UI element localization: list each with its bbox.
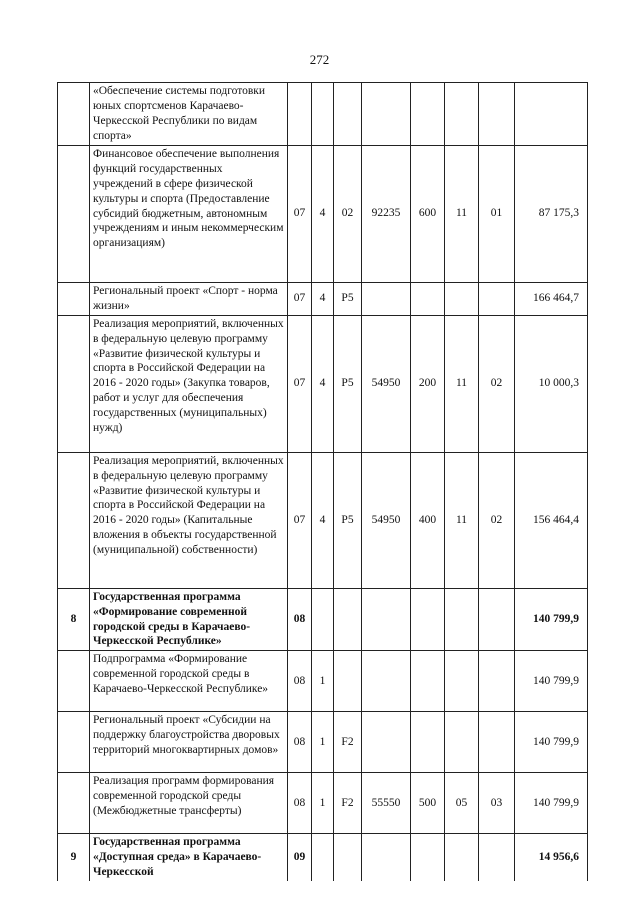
code-subsection bbox=[479, 651, 515, 712]
code-expense-type: 200 bbox=[411, 315, 445, 452]
row-name: Государственная программа «Формирование современной городской среды в Карачаево-Черкесской Республике» bbox=[90, 588, 288, 651]
code-direction bbox=[362, 834, 411, 881]
row-name: Реализация программ формирования современной городской среды (Межбюджетные трансферты) bbox=[90, 773, 288, 834]
table-row bbox=[58, 588, 588, 651]
page-number: 272 bbox=[309, 52, 330, 67]
code-expense-type bbox=[411, 712, 445, 773]
row-number bbox=[58, 452, 90, 588]
row-amount: 10 000,3 bbox=[515, 315, 588, 452]
code-direction: 55550 bbox=[362, 773, 411, 834]
row-number: 9 bbox=[58, 834, 90, 881]
code-event: 02 bbox=[334, 145, 362, 282]
code-subsection: 03 bbox=[479, 773, 515, 834]
row-amount: 14 956,6 bbox=[515, 834, 588, 881]
code-event: P5 bbox=[334, 315, 362, 452]
code-event bbox=[334, 83, 362, 146]
row-amount: 140 799,9 bbox=[515, 651, 588, 712]
code-direction bbox=[362, 282, 411, 315]
code-event: P5 bbox=[334, 282, 362, 315]
code-subsection bbox=[479, 83, 515, 146]
row-name: Региональный проект «Субсидии на поддержку благоустройства дворовых территорий многоквартирных домов» bbox=[90, 712, 288, 773]
row-number: 8 bbox=[58, 588, 90, 651]
row-number bbox=[58, 651, 90, 712]
code-expense-type: 500 bbox=[411, 773, 445, 834]
code-event bbox=[334, 651, 362, 712]
code-subprogram bbox=[312, 588, 334, 651]
code-subprogram: 4 bbox=[312, 315, 334, 452]
row-amount: 87 175,3 bbox=[515, 145, 588, 282]
row-number bbox=[58, 315, 90, 452]
code-program: 07 bbox=[288, 452, 312, 588]
code-section bbox=[445, 834, 479, 881]
code-event bbox=[334, 588, 362, 651]
table-row bbox=[58, 452, 588, 588]
code-subsection bbox=[479, 834, 515, 881]
row-name: Региональный проект «Спорт - норма жизни» bbox=[90, 282, 288, 315]
code-program: 08 bbox=[288, 651, 312, 712]
row-name: «Обеспечение системы подготовки юных спортсменов Карачаево-Черкесской Республики по видам спорта» bbox=[90, 83, 288, 146]
table-row bbox=[58, 651, 588, 712]
code-subsection: 02 bbox=[479, 452, 515, 588]
code-subprogram bbox=[312, 834, 334, 881]
table-row bbox=[58, 315, 588, 452]
code-program: 08 bbox=[288, 773, 312, 834]
table-row bbox=[58, 712, 588, 773]
code-direction bbox=[362, 83, 411, 146]
code-event: F2 bbox=[334, 773, 362, 834]
table-row bbox=[58, 145, 588, 282]
code-subsection: 02 bbox=[479, 315, 515, 452]
row-amount: 140 799,9 bbox=[515, 712, 588, 773]
code-direction: 54950 bbox=[362, 315, 411, 452]
code-program: 08 bbox=[288, 588, 312, 651]
row-amount bbox=[515, 83, 588, 146]
row-amount: 140 799,9 bbox=[515, 588, 588, 651]
code-subsection: 01 bbox=[479, 145, 515, 282]
code-section bbox=[445, 282, 479, 315]
code-program: 07 bbox=[288, 145, 312, 282]
code-direction bbox=[362, 588, 411, 651]
code-section bbox=[445, 651, 479, 712]
code-expense-type: 600 bbox=[411, 145, 445, 282]
code-direction: 54950 bbox=[362, 452, 411, 588]
row-amount: 140 799,9 bbox=[515, 773, 588, 834]
row-name: Подпрограмма «Формирование современной городской среды в Карачаево-Черкесской Республике» bbox=[90, 651, 288, 712]
row-name: Реализация мероприятий, включенных в федеральную целевую программу «Развитие физической культуры и спорта в Российской Федерации на 2016 - 2020 годы» (Капитальные вложения в объекты государственной (муниципальной) собственности) bbox=[90, 452, 288, 588]
code-direction: 92235 bbox=[362, 145, 411, 282]
table-row bbox=[58, 83, 588, 146]
code-section: 11 bbox=[445, 452, 479, 588]
code-expense-type: 400 bbox=[411, 452, 445, 588]
code-subprogram bbox=[312, 83, 334, 146]
code-subprogram: 4 bbox=[312, 145, 334, 282]
row-name: Реализация мероприятий, включенных в федеральную целевую программу «Развитие физической культуры и спорта в Российской Федерации на 2016 - 2020 годы» (Закупка товаров, работ и услуг для обеспечения государственных (муниципальных) нужд) bbox=[90, 315, 288, 452]
code-expense-type bbox=[411, 282, 445, 315]
code-program: 09 bbox=[288, 834, 312, 881]
code-subsection bbox=[479, 712, 515, 773]
table-row bbox=[58, 773, 588, 834]
code-subprogram: 4 bbox=[312, 452, 334, 588]
table-row bbox=[58, 282, 588, 315]
code-subprogram: 1 bbox=[312, 651, 334, 712]
row-number bbox=[58, 282, 90, 315]
code-subprogram: 4 bbox=[312, 282, 334, 315]
budget-table bbox=[57, 82, 588, 881]
code-subprogram: 1 bbox=[312, 712, 334, 773]
code-section: 11 bbox=[445, 315, 479, 452]
code-expense-type bbox=[411, 83, 445, 146]
code-program: 07 bbox=[288, 282, 312, 315]
row-name: Финансовое обеспечение выполнения функций государственных учреждений в сфере физической культуры и спорта (Предоставление субсидий бюджетным, автономным учреждениям и иным некоммерческим организациям) bbox=[90, 145, 288, 282]
code-subsection bbox=[479, 588, 515, 651]
code-section: 11 bbox=[445, 145, 479, 282]
code-subsection bbox=[479, 282, 515, 315]
code-direction bbox=[362, 651, 411, 712]
row-number bbox=[58, 773, 90, 834]
code-section bbox=[445, 83, 479, 146]
code-event: F2 bbox=[334, 712, 362, 773]
code-event bbox=[334, 834, 362, 881]
row-name: Государственная программа «Доступная среда» в Карачаево-Черкесской bbox=[90, 834, 288, 881]
code-expense-type bbox=[411, 588, 445, 651]
code-subprogram: 1 bbox=[312, 773, 334, 834]
row-number bbox=[58, 83, 90, 146]
row-amount: 156 464,4 bbox=[515, 452, 588, 588]
code-section bbox=[445, 712, 479, 773]
code-program bbox=[288, 83, 312, 146]
table-row bbox=[58, 834, 588, 881]
code-program: 07 bbox=[288, 315, 312, 452]
code-event: P5 bbox=[334, 452, 362, 588]
row-amount: 166 464,7 bbox=[515, 282, 588, 315]
row-number bbox=[58, 712, 90, 773]
code-expense-type bbox=[411, 651, 445, 712]
code-program: 08 bbox=[288, 712, 312, 773]
table-body bbox=[58, 83, 588, 882]
code-section: 05 bbox=[445, 773, 479, 834]
code-expense-type bbox=[411, 834, 445, 881]
row-number bbox=[58, 145, 90, 282]
code-section bbox=[445, 588, 479, 651]
code-direction bbox=[362, 712, 411, 773]
